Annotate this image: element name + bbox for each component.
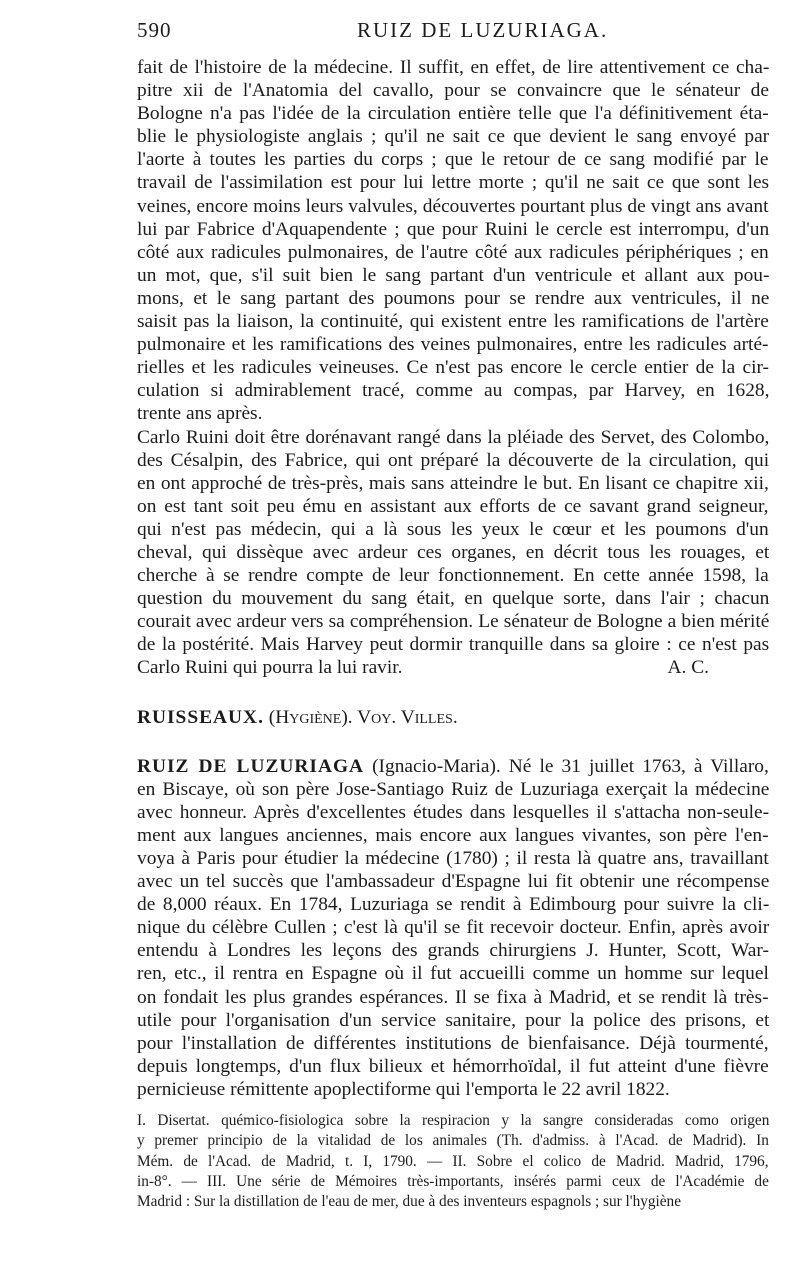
text-line: lui par Fabrice d'Aquapendente ; que pour Ruini le cercle est interrompu, d'un — [137, 218, 770, 240]
text-line: Bologne n'a pas l'idée de la circulation entière telle que l'a définitivement éta- — [137, 103, 769, 125]
text-line: cherche à se rendre compte de leur fonctionnement. En cette année 1598, la — [137, 565, 769, 587]
text-line: de 8,000 réaux. En 1784, Luzuriaga se rendit à Edimbourg pour suivre la cli- — [137, 894, 770, 916]
text-line: fait de l'histoire de la médecine. Il suffit, en effet, de lire attentivement ce cha- — [137, 57, 770, 78]
text-line: pernicieuse rémittente apoplectiforme qui l'emporta le 22 avril 1822. — [137, 1078, 670, 1100]
cross-reference: (Hygiène). Voy. Villes. — [268, 706, 458, 728]
entry-headword: RUIZ DE LUZURIAGA — [137, 755, 365, 777]
paragraph-carlo-ruini — [137, 426, 769, 680]
text-line: rielles et les radicules veineuses. Ce n'est pas encore le cercle entier de la cir- — [137, 357, 770, 379]
text-line: qui n'est pas médecin, qui a là sous les yeux le cœur et les poumons d'un — [137, 518, 769, 540]
footnote-line: in-8°. — III. Une série de Mémoires très-importants, insérés parmi ceux de l'Académie de — [137, 1172, 769, 1190]
text-line: l'aorte à toutes les parties du corps ; que le retour de ce sang modifié par le — [137, 149, 769, 171]
author-signature: A. C. — [667, 657, 709, 679]
text-line: blie le physiologiste anglais ; qu'il ne sait ce que devient le sang envoyé par — [137, 126, 770, 148]
text-line: en Biscaye, où son père Jose-Santiago Ruiz de Luzuriaga exerçait la médecine — [137, 778, 770, 800]
text-line: nique du célèbre Cullen ; c'est là qu'il se fit recevoir docteur. Enfin, après avoir — [137, 917, 770, 939]
text-line — [137, 755, 769, 778]
text-line-with-signature — [137, 656, 769, 679]
text-line — [137, 706, 769, 729]
page-header — [137, 18, 769, 48]
text-line: pour l'installation de différentes institutions de bienfaisance. Déjà tourmenté, — [137, 1032, 769, 1054]
text-line: de la postérité. Mais Harvey peut dormir tranquille dans sa gloire : ce n'est pas — [137, 634, 770, 656]
text-line: cheval, qui dissèque avec ardeur ces organes, en décrit tous les rouages, et — [137, 541, 770, 563]
text-line: depuis longtemps, d'un flux bilieux et hémorrhoïdal, il fut atteint d'une fièvre — [137, 1055, 769, 1077]
text-line: avec un tel succès que l'ambassadeur d'Espagne lui fit obtenir une récompense — [137, 871, 770, 893]
text-line: utile pour l'organisation d'un service sanitaire, pour la police des prisons, et — [137, 1009, 770, 1031]
text-line: travail de l'assimilation est pour lui lettre morte ; qu'il ne sait ce que sont les — [137, 172, 770, 194]
footnote-bibliography — [137, 1111, 769, 1212]
entry-ruisseaux — [137, 706, 769, 729]
entry-opening: (Ignacio-Maria). Né le 31 juillet 1763, à Villaro, — [372, 755, 769, 777]
text-line: entendu à Londres les leçons des grands chirurgiens J. Hunter, Scott, War- — [137, 940, 769, 962]
text-line: des Césalpin, des Fabrice, qui ont préparé la découverte de la circulation, qui — [137, 449, 770, 471]
footnote-line: y premer principio de la vitalidad de los animales (Th. d'admiss. à l'Acad. de Madrid). In — [137, 1132, 769, 1150]
text-line: pulmonaire et les ramifications des veines pulmonaires, entre les radicules arté- — [137, 334, 769, 356]
text-line: un mot, que, s'il suit bien le sang partant d'un ventricule et allant aux pou- — [137, 264, 770, 286]
text-line: pitre xii de l'Anatomia del cavallo, pour se convaincre que le sénateur de — [137, 80, 769, 102]
text-line: on est tant soit peu ému en assistant aux efforts de ce savant grand seigneur, — [137, 495, 769, 517]
text-line: ment aux langues anciennes, mais encore aux langues vivantes, son père l'en- — [137, 824, 769, 846]
running-title: RUIZ DE LUZURIAGA. — [357, 18, 609, 42]
text-line: on fondait les plus grandes espérances. Il se fixa à Madrid, et se rendit là très- — [137, 986, 769, 1008]
text-line: Carlo Ruini doit être dorénavant rangé dans la pléiade des Servet, des Colombo, — [137, 426, 770, 448]
text-line: courait avec ardeur vers sa compréhension. Le sénateur de Bologne a bien mérité — [137, 611, 770, 633]
footnote-line: Madrid : Sur la distillation de l'eau de mer, due à des inventeurs espagnols ; sur l'hygiène — [137, 1193, 681, 1211]
entry-headword: RUISSEAUX. — [137, 706, 264, 728]
paragraph-anatomia — [137, 56, 769, 426]
page-number: 590 — [137, 18, 172, 42]
entry-ruiz-de-luzuriaga — [137, 755, 769, 1101]
text-line: trente ans après. — [137, 403, 263, 425]
text-line: veines, encore moins leurs valvules, découvertes pourtant plus de vingt ans avant — [137, 195, 769, 217]
text-line: question du mouvement du sang était, en quelque sorte, dans l'air ; chacun — [137, 588, 770, 610]
text-line: côté aux radicules pulmonaires, de l'autre côté aux radicules périphériques ; en — [137, 241, 769, 263]
text-line: saisit pas la liaison, la continuité, qui existent entre les ramifications de l'artère — [137, 311, 769, 333]
text-line: culation si admirablement tracé, comme au compas, par Harvey, en 1628, — [137, 380, 770, 402]
text-line: mons, et le sang partant des poumons pour se rendre aux ventricules, il ne — [137, 287, 770, 309]
text-line: ren, etc., il rentra en Espagne où il fut accueilli comme un homme sur lequel — [137, 963, 769, 985]
text-line: en ont approché de très-près, mais sans atteindre le but. En lisant ce chapitre xii, — [137, 472, 769, 494]
page-body — [137, 56, 769, 1213]
text-line: Carlo Ruini qui pourra la lui ravir. — [137, 657, 403, 679]
text-line: avec honneur. Après d'excellentes études dans lesquelles il s'attacha non-seule- — [137, 801, 770, 823]
text-line: voya à Paris pour étudier la médecine (1780) ; il resta là quatre ans, travaillant — [137, 848, 769, 869]
footnote-line: I. Disertat. quémico-fisiologica sobre la respiracion y la sangre consideradas como origen — [137, 1112, 770, 1130]
footnote-line: Mém. de l'Acad. de Madrid, t. I, 1790. — II. Sobre el colico de Madrid. Madrid, 1796, — [137, 1152, 769, 1170]
